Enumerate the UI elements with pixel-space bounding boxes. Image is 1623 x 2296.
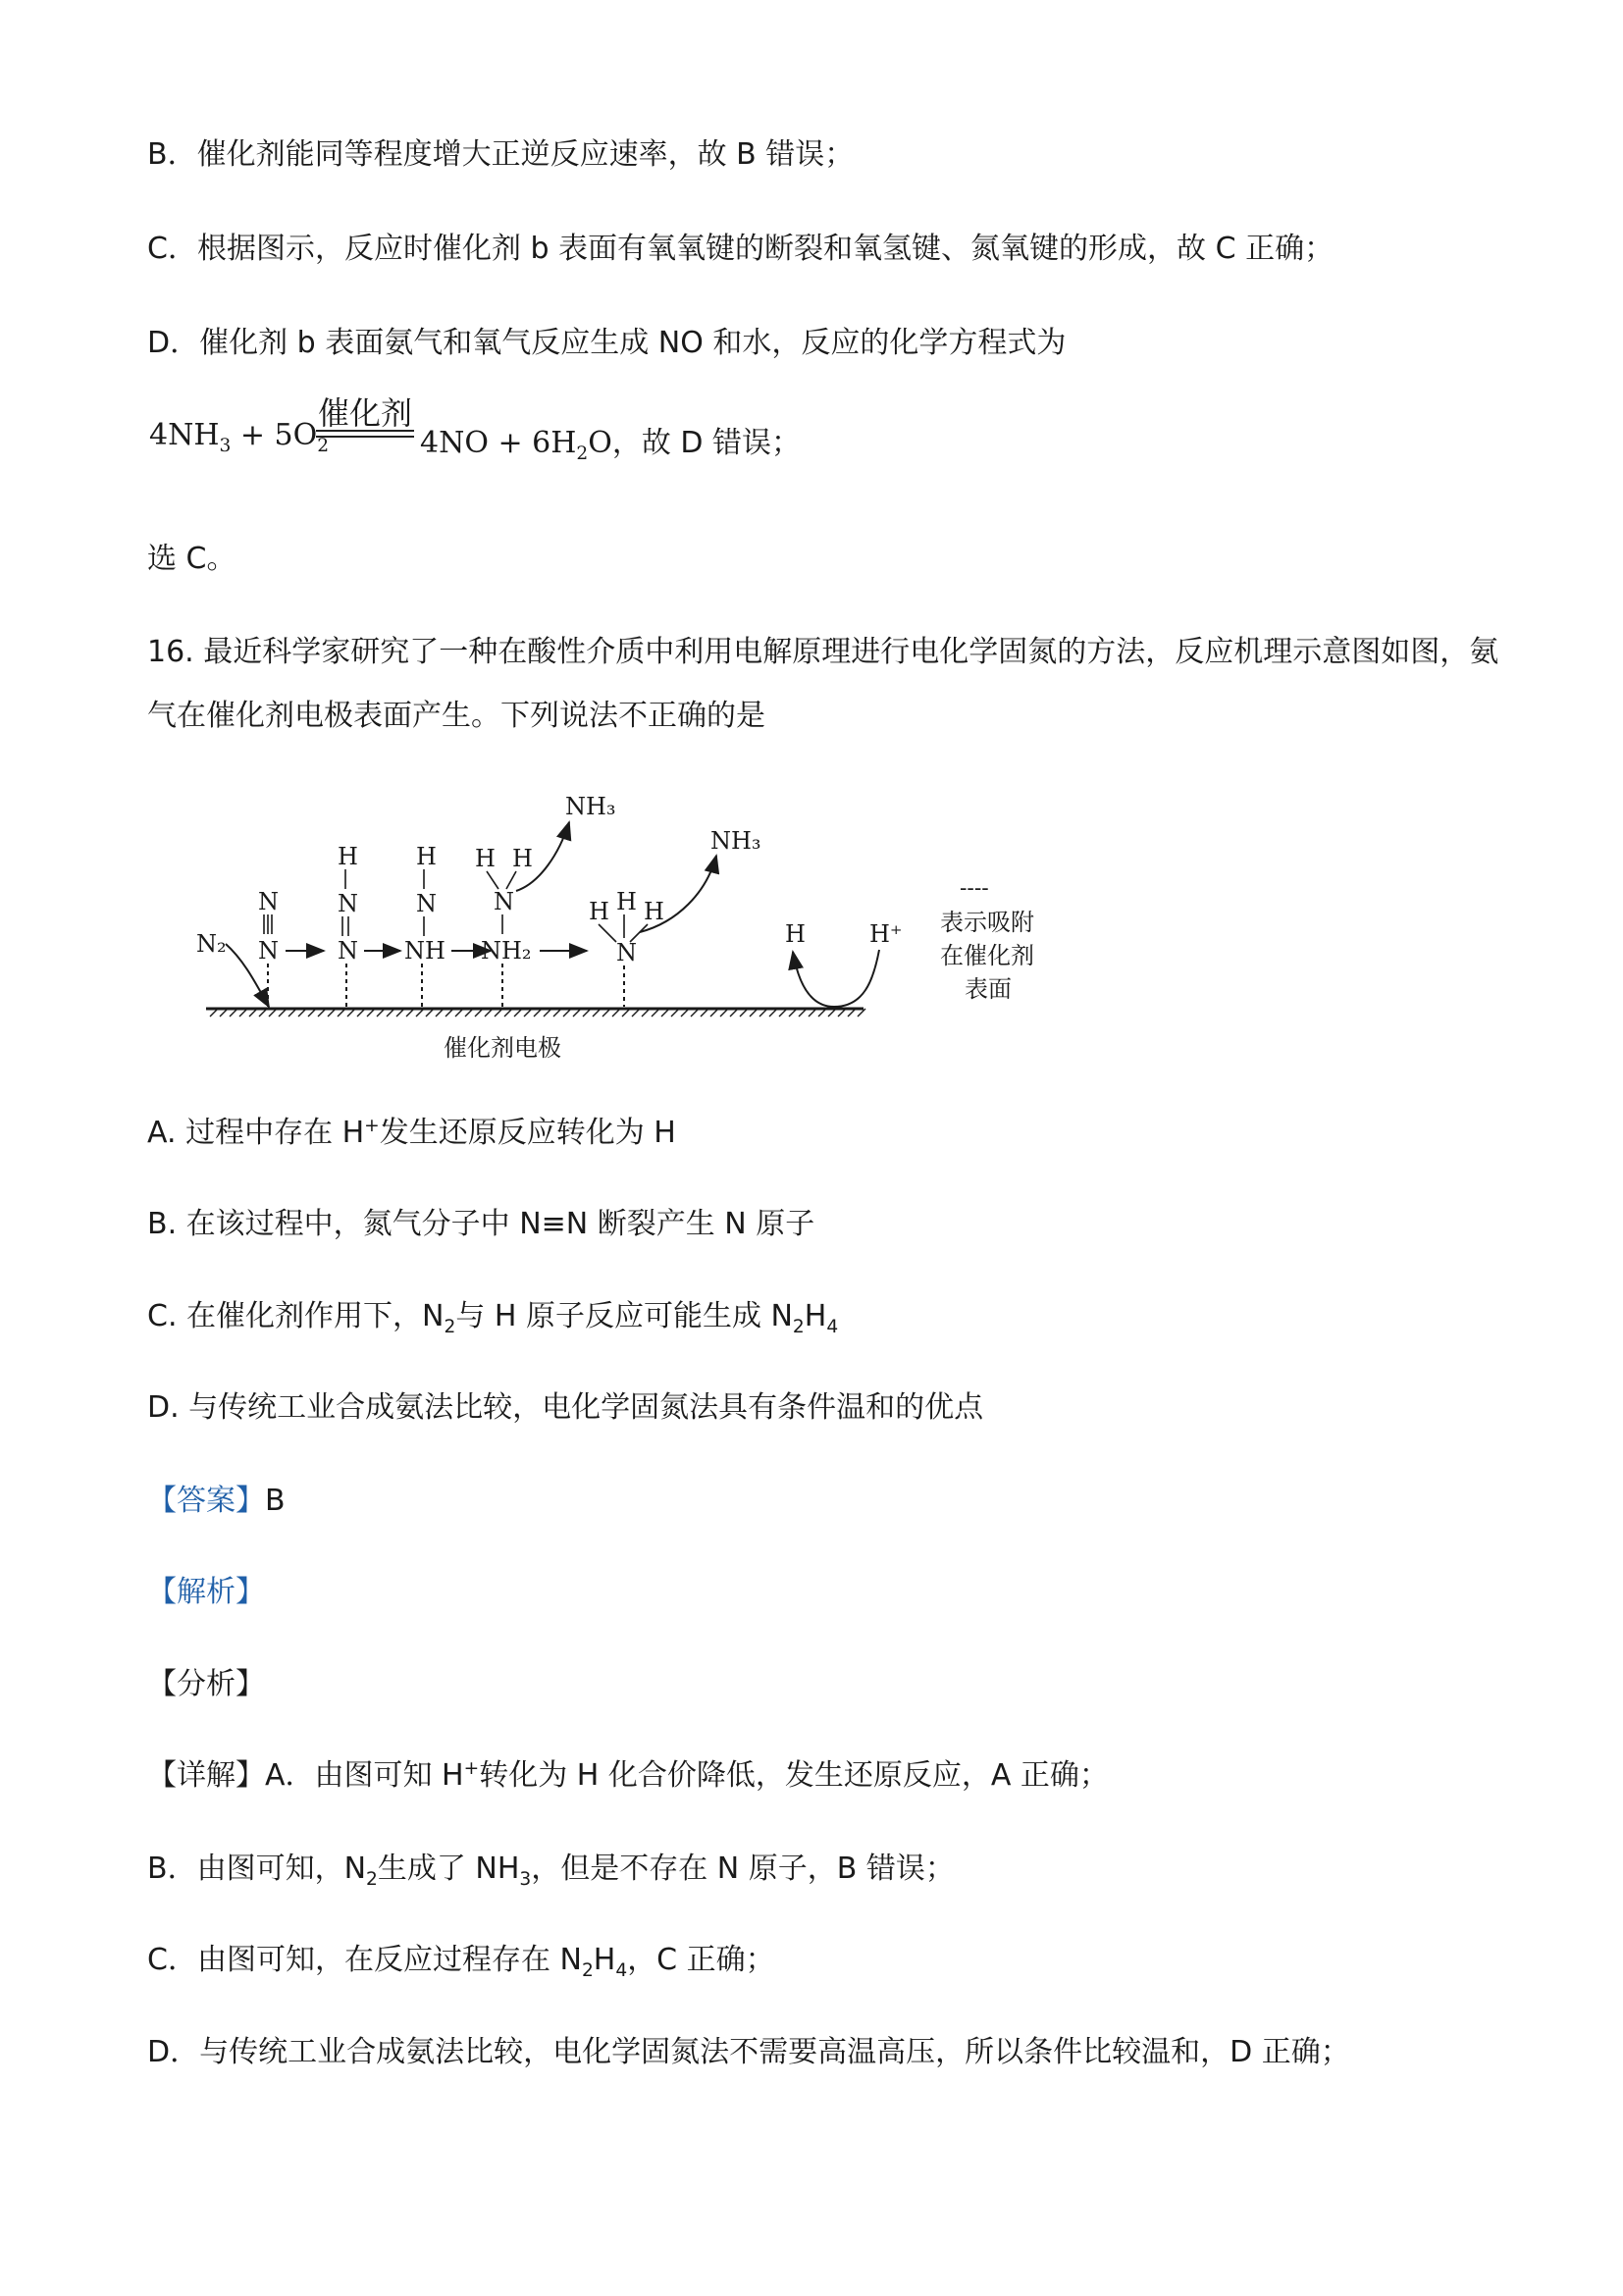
superscript: + (364, 1116, 380, 1136)
detail-a (147, 1756, 1109, 1796)
answer-tag: 【答案】 (147, 1484, 265, 1518)
option-c-text: C. 在催化剂作用下，N (147, 1299, 445, 1333)
question-16-line-1: 16. 最近科学家研究了一种在酸性介质中利用电解原理进行电化学固氮的方法，反应机理示意图如图，氨 (147, 635, 1499, 669)
s1-n-bottom: N (258, 937, 279, 965)
s3-h: H (416, 843, 437, 870)
eq-sub: 2 (576, 444, 589, 464)
detail-b-text-end: ，但是不存在 N 原子，B 错误； (531, 1852, 955, 1886)
s5-h-middle: H (616, 888, 637, 915)
hplus-reduction-arrow (793, 950, 879, 1007)
s4-h-left: H (475, 845, 496, 872)
s4-n-top: N (494, 888, 514, 915)
prev-option-d-text: D．催化剂 b 表面氨气和氧气反应生成 NO 和水，反应的化学方程式为 (147, 326, 1067, 360)
eq-tail: ，故 D 错误； (611, 426, 802, 460)
answer-value: B (265, 1484, 286, 1518)
eq-o2: + 5O (231, 418, 318, 452)
legend-line-1: 表示吸附 (940, 909, 1034, 936)
single-bond (487, 871, 498, 889)
superscript: + (463, 1758, 480, 1779)
detail-c-text: C．由图可知，在反应过程存在 N (147, 1943, 582, 1977)
eq-double-line-bottom (316, 436, 414, 438)
option-c-text-h: H (804, 1299, 827, 1333)
s2-n-top: N (338, 890, 358, 917)
option-c (147, 1297, 838, 1336)
choose-text: 选 C。 (147, 542, 236, 576)
detail-c-text-end: ，C 正确； (627, 1943, 775, 1977)
answer-line (147, 1482, 286, 1521)
prev-option-c-text: C．根据图示，反应时催化剂 b 表面有氧氧键的断裂和氧氢键、氮氧键的形成，故 C 正确； (147, 232, 1335, 266)
s3-nh: NH (404, 937, 445, 965)
subscript: 3 (519, 1869, 532, 1890)
detail-d: D．与传统工业合成氨法比较，电化学固氮法不需要高温高压，所以条件比较温和，D 正确； (147, 2035, 1350, 2069)
prev-option-b-text: B．催化剂能同等程度增大正逆反应速率，故 B 错误； (147, 137, 855, 172)
legend-line-3: 表面 (965, 975, 1012, 1003)
detail-a-text: A．由图可知 H (265, 1758, 464, 1793)
s1-n-top: N (258, 888, 279, 915)
subscript: 2 (792, 1317, 805, 1337)
h-atom-label: H (785, 920, 806, 948)
detail-a-text-end: 转化为 H 化合价降低，发生还原反应，A 正确； (479, 1758, 1109, 1793)
eq-o: O (588, 426, 612, 460)
detail-c-text-h: H (593, 1943, 616, 1977)
electrode-label: 催化剂电极 (444, 1034, 561, 1062)
s4-nh2: NH₂ (481, 937, 532, 965)
analysis-subheading: 【分析】 (147, 1667, 265, 1701)
s4-h-right: H (512, 845, 533, 872)
s2-n-bottom: N (338, 937, 358, 965)
option-b: B. 在该过程中，氮气分子中 N≡N 断裂产生 N 原子 (147, 1207, 815, 1241)
s2-h: H (338, 843, 358, 870)
eq-nh3: 4NH (149, 418, 220, 452)
subscript: 2 (581, 1960, 594, 1981)
option-c-text-mid: 与 H 原子反应可能生成 N (455, 1299, 793, 1333)
mechanism-diagram (186, 785, 1070, 1070)
s5-h-right: H (644, 898, 664, 925)
eq-catalyst-label: 催化剂 (318, 394, 413, 432)
nh3-label-top: NH₃ (565, 793, 616, 820)
question-16-line-2: 气在催化剂电极表面产生。下列说法不正确的是 (147, 699, 765, 733)
s5-h-left: H (589, 898, 609, 925)
subscript: 4 (615, 1960, 628, 1981)
eq-products: 4NO + 6H (420, 426, 577, 460)
hplus-label: H⁺ (869, 920, 903, 948)
detail-b-text: B．由图可知，N (147, 1852, 367, 1886)
s5-n: N (616, 939, 637, 966)
eq-sub: 2 (317, 436, 330, 456)
subscript: 4 (826, 1317, 839, 1337)
n2-label: N₂ (196, 930, 227, 958)
detail-b (147, 1850, 955, 1889)
legend-line-2: 在催化剂 (940, 942, 1034, 969)
detail-tag: 【详解】 (147, 1758, 265, 1793)
option-a-text: A. 过程中存在 H (147, 1116, 365, 1150)
eq-sub: 3 (219, 436, 232, 456)
option-a-text-end: 发生还原反应转化为 H (379, 1116, 676, 1150)
single-bond (599, 924, 616, 942)
subscript: 2 (366, 1869, 378, 1890)
nh3-label-right: NH₃ (710, 827, 761, 855)
option-d: D. 与传统工业合成氨法比较，电化学固氮法具有条件温和的优点 (147, 1390, 984, 1425)
detail-c (147, 1941, 775, 1980)
single-bond (506, 871, 516, 889)
eq-double-line-top (316, 430, 414, 432)
analysis-tag: 【解析】 (147, 1575, 265, 1609)
detail-b-text-mid: 生成了 NH (377, 1852, 520, 1886)
legend-dashes: ---- (960, 876, 989, 901)
subscript: 2 (444, 1317, 456, 1337)
option-a (147, 1114, 676, 1153)
s3-n-top: N (416, 890, 437, 917)
